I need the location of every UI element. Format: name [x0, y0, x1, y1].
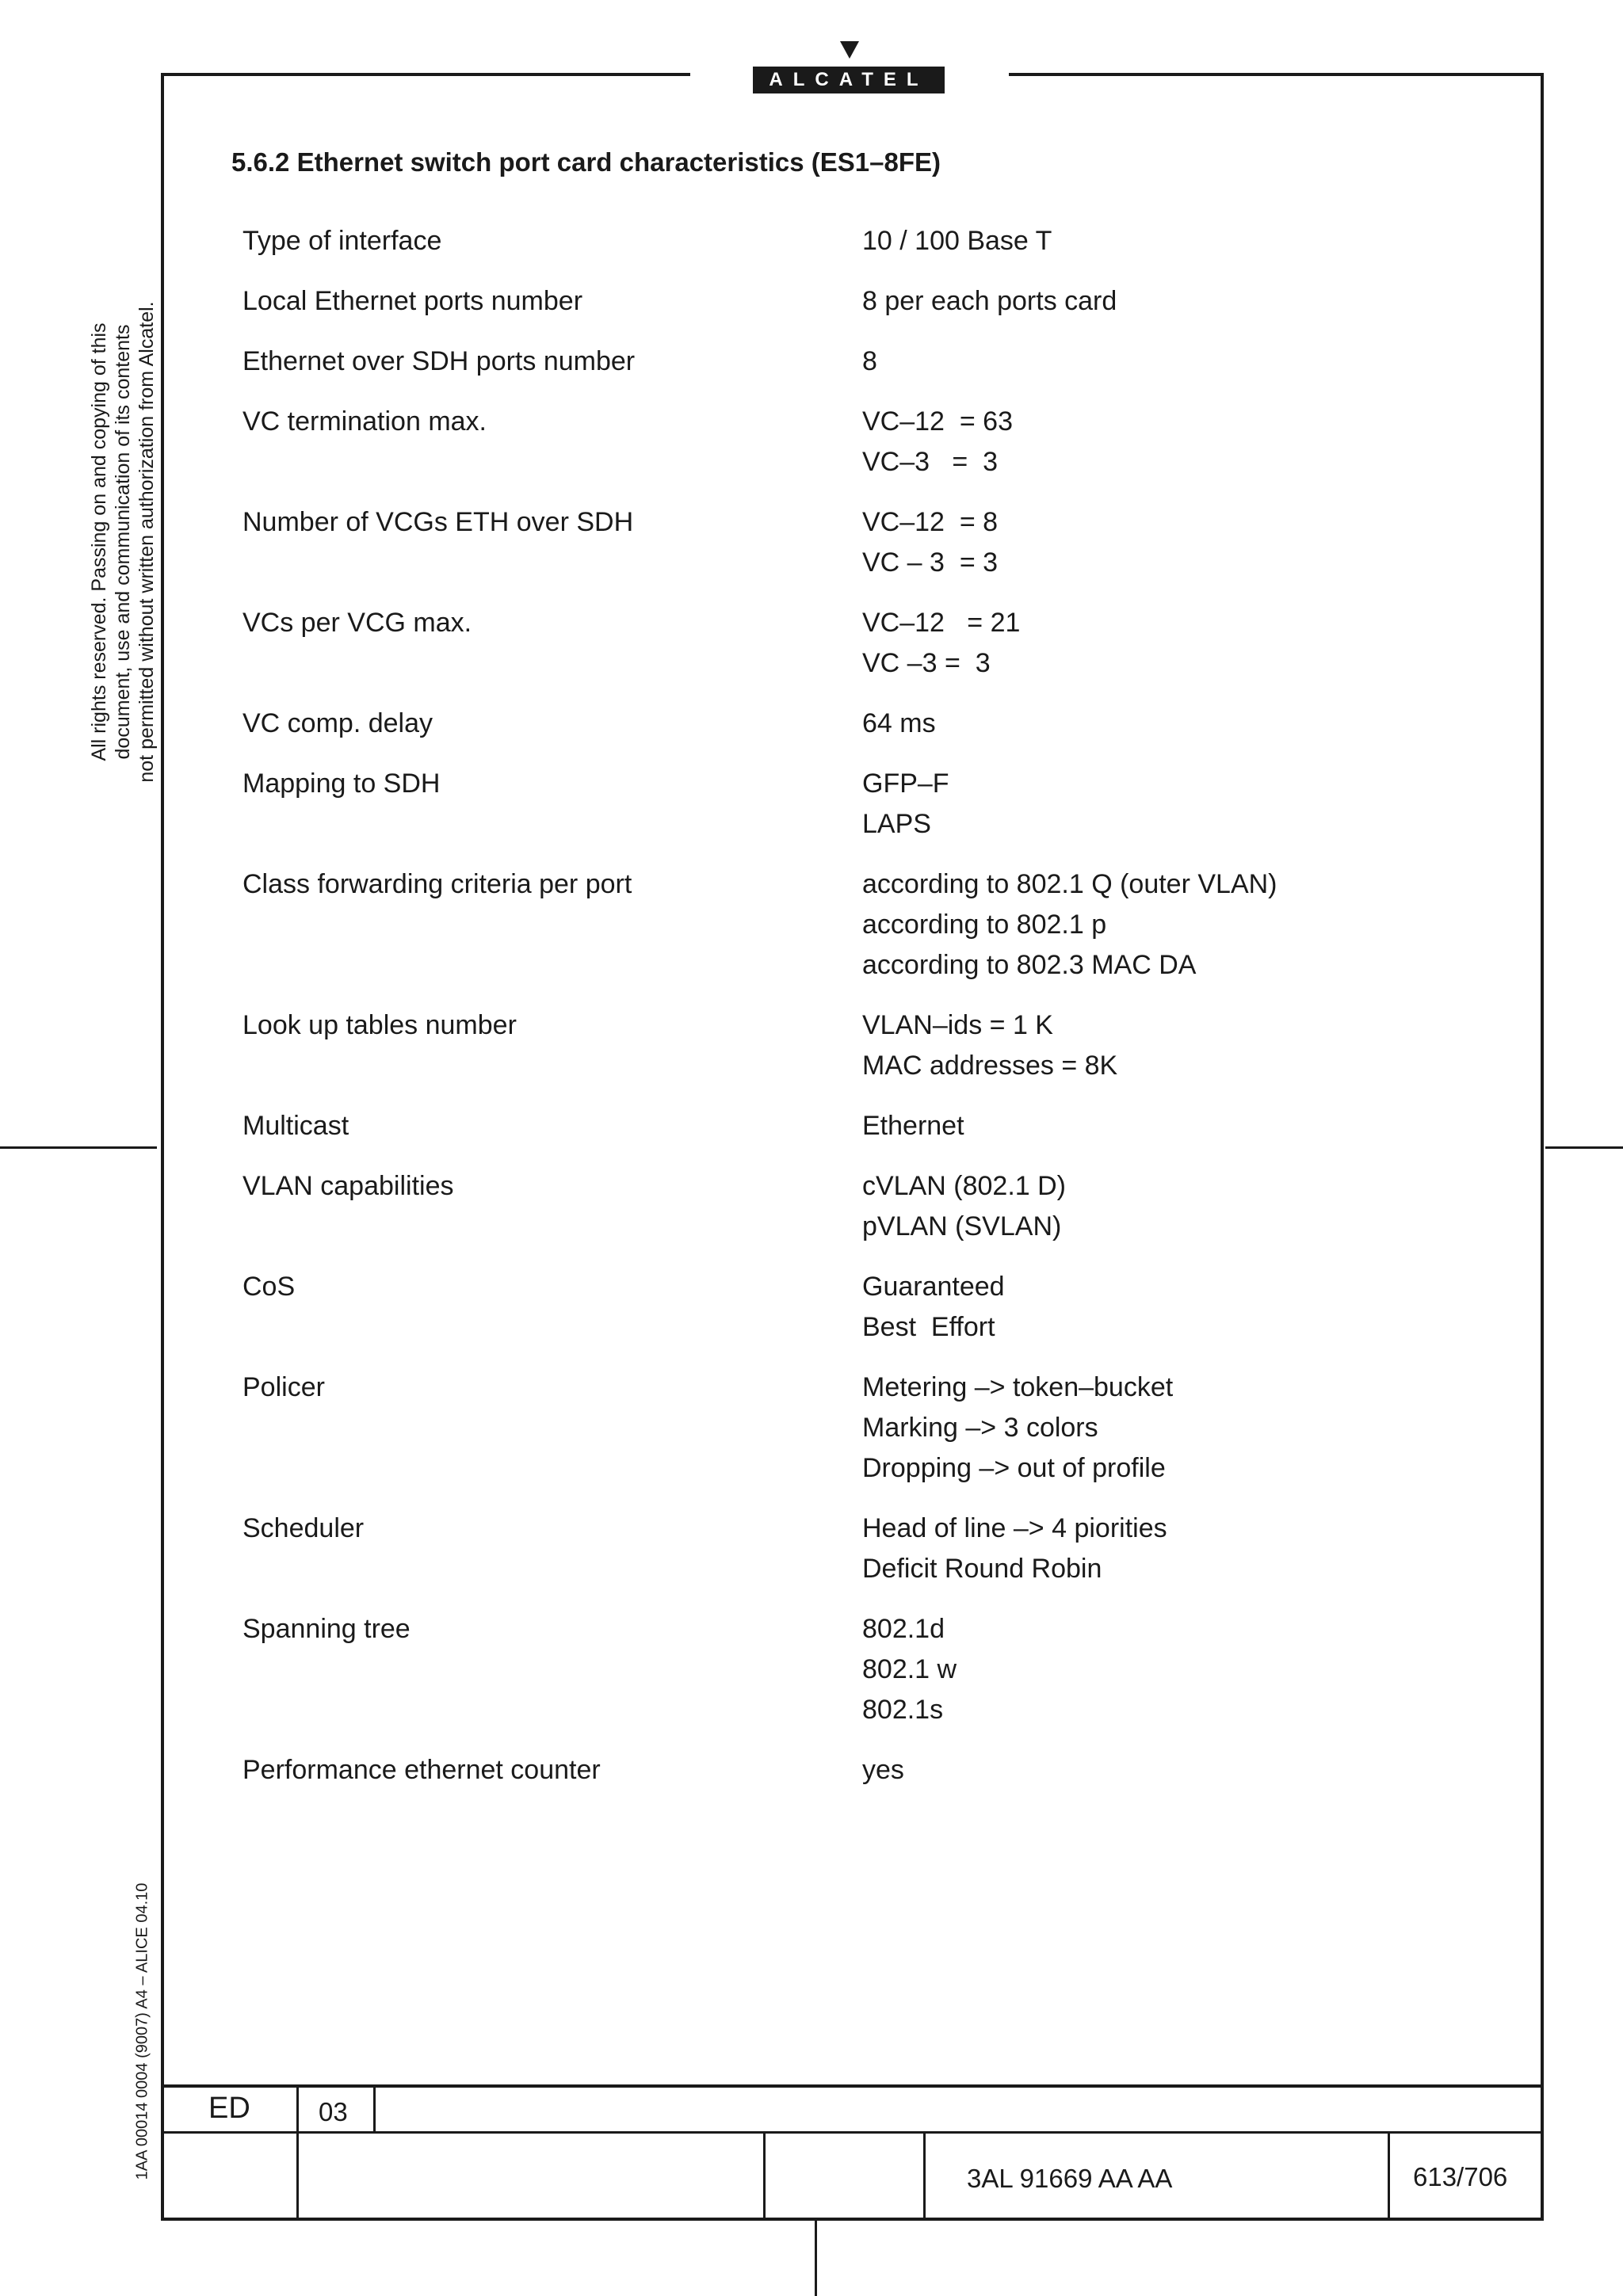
spec-value: Ethernet — [862, 1111, 964, 1141]
spec-label: Performance ethernet counter — [242, 1755, 601, 1785]
spec-label: Policer — [242, 1372, 325, 1402]
spec-row — [242, 1508, 1392, 1589]
spec-label: Spanning tree — [242, 1614, 411, 1644]
spec-label: Class forwarding criteria per port — [242, 869, 632, 899]
bottom-center-mark — [815, 2221, 817, 2296]
footer-line-top — [161, 2084, 1544, 2088]
footer-divider — [763, 2131, 766, 2219]
spec-row — [242, 704, 1392, 744]
spec-value: VC–3 = 3 — [862, 447, 999, 477]
spec-value: Metering –> token–bucket — [862, 1372, 1174, 1402]
spec-value: Deficit Round Robin — [862, 1554, 1102, 1584]
spec-label: Look up tables number — [242, 1010, 517, 1040]
spec-value: LAPS — [862, 809, 931, 839]
frame-bottom — [161, 2218, 1544, 2221]
spec-row — [242, 1609, 1392, 1730]
spec-label: VCs per VCG max. — [242, 608, 472, 638]
spec-values — [862, 764, 949, 845]
spec-label: Multicast — [242, 1111, 349, 1141]
spec-values — [862, 1166, 1066, 1247]
spec-label: Ethernet over SDH ports number — [242, 346, 636, 376]
frame-top-left — [161, 73, 690, 76]
section-title: 5.6.2 Ethernet switch port card characteristics (ES1–8FE) — [231, 147, 941, 177]
fold-mark-left — [0, 1146, 157, 1149]
fold-mark-right — [1545, 1146, 1623, 1149]
spec-row — [242, 1166, 1392, 1247]
rights-notice-line: document, use and communication of its contents — [112, 324, 134, 760]
spec-value: cVLAN (802.1 D) — [862, 1171, 1066, 1201]
spec-value: according to 802.1 Q (outer VLAN) — [862, 869, 1277, 899]
spec-label: VLAN capabilities — [242, 1171, 454, 1201]
footer-divider — [296, 2084, 299, 2219]
spec-value: VC–12 = 63 — [862, 406, 1013, 437]
spec-row — [242, 341, 1392, 382]
spec-value: GFP–F — [862, 769, 949, 799]
frame-top-right — [1009, 73, 1544, 76]
spec-values — [862, 1106, 964, 1146]
spec-row — [242, 402, 1392, 482]
spec-label: VC termination max. — [242, 406, 487, 437]
rights-notice-line: not permitted without written authorization from Alcatel. — [136, 301, 158, 783]
spec-values — [862, 341, 877, 382]
spec-row — [242, 502, 1392, 583]
spec-value: according to 802.1 p — [862, 910, 1107, 940]
spec-values — [862, 1750, 904, 1791]
spec-value: 64 ms — [862, 708, 936, 738]
edition-value: 03 — [319, 2097, 348, 2126]
spec-value: VC–12 = 8 — [862, 507, 999, 537]
spec-value: 8 — [862, 346, 877, 376]
spec-value: Guaranteed — [862, 1272, 1005, 1302]
spec-values — [862, 864, 1277, 986]
spec-value: pVLAN (SVLAN) — [862, 1211, 1062, 1241]
spec-row — [242, 603, 1392, 684]
spec-values — [862, 402, 1013, 482]
spec-values — [862, 1267, 1005, 1348]
frame-left — [161, 73, 164, 2221]
spec-label: VC comp. delay — [242, 708, 433, 738]
spec-value: Best Effort — [862, 1312, 995, 1342]
spec-value: Dropping –> out of profile — [862, 1453, 1166, 1483]
document-code: 3AL 91669 AA AA — [967, 2164, 1173, 2193]
frame-right — [1541, 73, 1544, 2221]
spec-row — [242, 1005, 1392, 1086]
rights-notice-line: All rights reserved. Passing on and copying of this — [88, 322, 110, 761]
spec-label: Number of VCGs ETH over SDH — [242, 507, 634, 537]
spec-row — [242, 1267, 1392, 1348]
spec-value: MAC addresses = 8K — [862, 1051, 1118, 1081]
footer-divider — [373, 2084, 376, 2133]
footer-divider — [923, 2131, 926, 2219]
spec-values — [862, 221, 1052, 261]
spec-values — [862, 1005, 1117, 1086]
spec-table — [242, 221, 1392, 1810]
spec-value: VC–12 = 21 — [862, 608, 1021, 638]
spec-value: Head of line –> 4 piorities — [862, 1513, 1167, 1543]
spec-value: 802.1 w — [862, 1654, 957, 1684]
logo-triangle-icon — [840, 41, 859, 59]
form-code: 1AA 00014 0004 (9007) A4 – ALICE 04.10 — [133, 1882, 151, 2180]
spec-label: Local Ethernet ports number — [242, 286, 583, 316]
spec-values — [862, 502, 998, 583]
spec-row — [242, 221, 1392, 261]
spec-value: 802.1d — [862, 1614, 945, 1644]
spec-label: Mapping to SDH — [242, 769, 441, 799]
spec-row — [242, 1367, 1392, 1489]
spec-value: VLAN–ids = 1 K — [862, 1010, 1053, 1040]
spec-value: yes — [862, 1755, 904, 1785]
spec-value: according to 802.3 MAC DA — [862, 950, 1197, 980]
spec-row — [242, 1750, 1392, 1791]
spec-values — [862, 1508, 1167, 1589]
spec-values — [862, 603, 1020, 684]
spec-row — [242, 764, 1392, 845]
spec-row — [242, 1106, 1392, 1146]
spec-row — [242, 864, 1392, 986]
spec-values — [862, 1367, 1173, 1489]
edition-label: ED — [208, 2092, 250, 2125]
spec-row — [242, 281, 1392, 322]
spec-value: 8 per each ports card — [862, 286, 1117, 316]
spec-label: CoS — [242, 1272, 296, 1302]
alcatel-logo: ALCATEL — [753, 67, 945, 93]
spec-label: Type of interface — [242, 226, 442, 256]
spec-value: 802.1s — [862, 1695, 944, 1725]
spec-label: Scheduler — [242, 1513, 365, 1543]
footer-line-mid — [161, 2131, 1544, 2134]
spec-values — [862, 1609, 957, 1730]
spec-values — [862, 704, 936, 744]
page-number: 613/706 — [1413, 2162, 1508, 2191]
spec-values — [862, 281, 1117, 322]
spec-value: VC –3 = 3 — [862, 648, 991, 678]
spec-value: 10 / 100 Base T — [862, 226, 1052, 256]
rights-notice — [87, 257, 158, 827]
spec-value: VC – 3 = 3 — [862, 547, 999, 578]
footer-divider — [1388, 2131, 1390, 2219]
spec-value: Marking –> 3 colors — [862, 1413, 1098, 1443]
